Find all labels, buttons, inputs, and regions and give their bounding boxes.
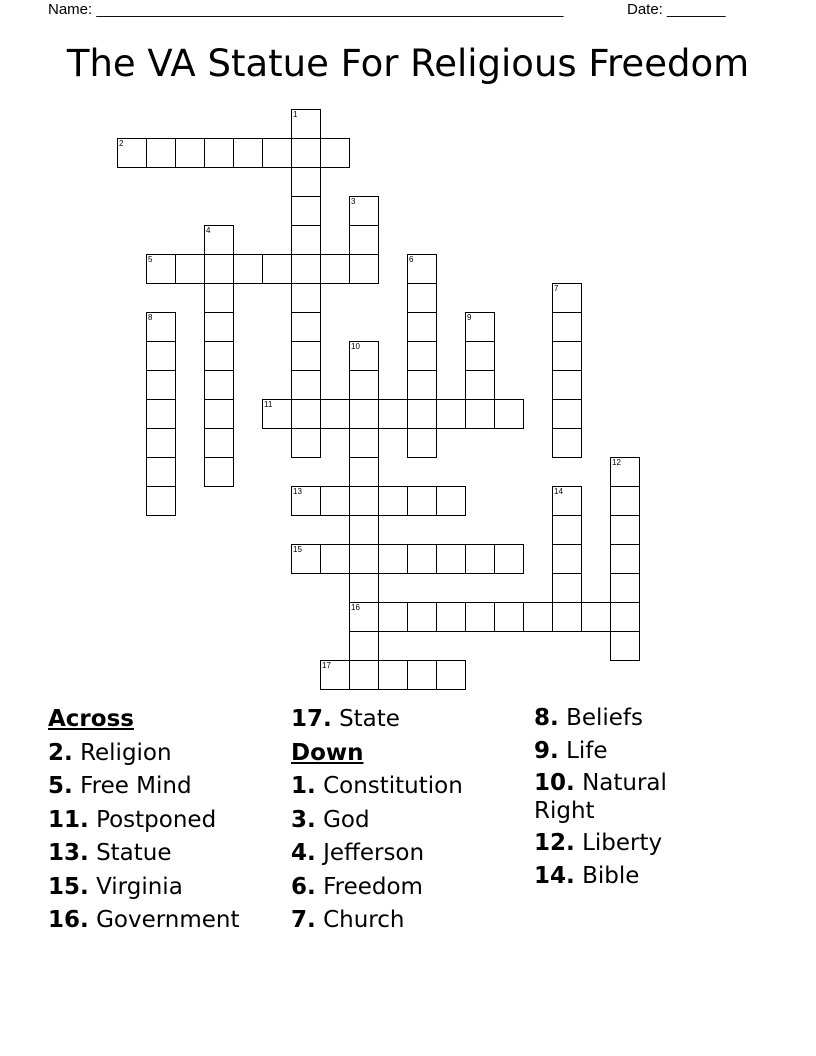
date-field[interactable]: Date: _______ xyxy=(627,1,726,18)
grid-cell[interactable] xyxy=(291,486,321,516)
grid-cell[interactable] xyxy=(291,283,321,313)
clue-number: 17 xyxy=(322,661,331,670)
down-heading: Down xyxy=(291,739,364,766)
grid-cell[interactable] xyxy=(465,399,495,429)
grid-cell[interactable] xyxy=(436,660,466,690)
grid-cell[interactable] xyxy=(610,631,640,661)
grid-cell[interactable] xyxy=(291,428,321,458)
clue-down-10: 10. Natural Right xyxy=(534,770,667,824)
grid-cell[interactable] xyxy=(320,138,350,168)
grid-cell[interactable] xyxy=(552,283,582,313)
grid-cell[interactable] xyxy=(407,341,437,371)
grid-cell[interactable] xyxy=(291,167,321,197)
grid-cell[interactable] xyxy=(349,631,379,661)
across-heading: Across xyxy=(48,706,134,732)
clue-number: 1 xyxy=(293,110,298,119)
grid-cell[interactable] xyxy=(349,196,379,226)
clue-down-7: 7. Church xyxy=(291,907,405,933)
name-field[interactable]: Name: ________________________________________________________ xyxy=(48,1,564,18)
clue-column-3 xyxy=(534,703,704,891)
grid-cell[interactable] xyxy=(291,196,321,226)
grid-cell[interactable] xyxy=(465,544,495,574)
grid-cell[interactable] xyxy=(204,312,234,342)
grid-cell[interactable] xyxy=(610,544,640,574)
clue-number: 15 xyxy=(293,545,302,554)
clue-number: 10 xyxy=(351,342,360,351)
clue-number: 6 xyxy=(409,255,414,264)
clue-down-4: 4. Jefferson xyxy=(291,840,425,866)
grid-cell[interactable] xyxy=(378,486,408,516)
grid-cell[interactable] xyxy=(204,138,234,168)
clue-across-11: 11. Postponed xyxy=(48,806,217,833)
grid-cell[interactable] xyxy=(204,428,234,458)
clue-column-2 xyxy=(291,703,531,938)
clue-down-3: 3. God xyxy=(291,806,370,833)
clue-across-13: 13. Statue xyxy=(48,840,172,866)
grid-cell[interactable] xyxy=(262,399,292,429)
grid-cell[interactable] xyxy=(494,399,524,429)
grid-cell[interactable] xyxy=(610,602,640,632)
grid-cell[interactable] xyxy=(610,486,640,516)
grid-cell[interactable] xyxy=(262,138,292,168)
grid-cell[interactable] xyxy=(291,399,321,429)
grid-cell[interactable] xyxy=(378,544,408,574)
grid-cell[interactable] xyxy=(610,457,640,487)
grid-cell[interactable] xyxy=(146,457,176,487)
grid-cell[interactable] xyxy=(349,660,379,690)
grid-cell[interactable] xyxy=(581,602,611,632)
grid-cell[interactable] xyxy=(233,138,263,168)
grid-cell[interactable] xyxy=(552,602,582,632)
grid-cell[interactable] xyxy=(407,428,437,458)
clue-number: 11 xyxy=(264,400,273,409)
grid-cell[interactable] xyxy=(146,428,176,458)
grid-cell[interactable] xyxy=(407,544,437,574)
grid-cell[interactable] xyxy=(204,341,234,371)
grid-cell[interactable] xyxy=(552,573,582,603)
clue-number: 9 xyxy=(467,313,472,322)
grid-cell[interactable] xyxy=(465,312,495,342)
grid-cell[interactable] xyxy=(291,138,321,168)
clue-down-1: 1. Constitution xyxy=(291,773,463,799)
grid-cell[interactable] xyxy=(349,225,379,255)
grid-cell[interactable] xyxy=(204,283,234,313)
grid-cell[interactable] xyxy=(378,660,408,690)
clue-number: 13 xyxy=(293,487,302,496)
grid-cell[interactable] xyxy=(610,515,640,545)
clue-across-17: 17. State xyxy=(291,706,400,732)
grid-cell[interactable] xyxy=(349,428,379,458)
clue-down-14: 14. Bible xyxy=(534,863,640,889)
clue-number: 16 xyxy=(351,603,360,612)
grid-cell[interactable] xyxy=(146,341,176,371)
grid-cell[interactable] xyxy=(552,399,582,429)
grid-cell[interactable] xyxy=(407,486,437,516)
grid-cell[interactable] xyxy=(465,341,495,371)
grid-cell[interactable] xyxy=(494,544,524,574)
grid-cell[interactable] xyxy=(465,370,495,400)
grid-cell[interactable] xyxy=(552,370,582,400)
grid-cell[interactable] xyxy=(320,660,350,690)
grid-cell[interactable] xyxy=(436,544,466,574)
grid-cell[interactable] xyxy=(407,399,437,429)
grid-cell[interactable] xyxy=(523,602,553,632)
clue-column-1 xyxy=(48,703,288,938)
clue-down-9: 9. Life xyxy=(534,738,608,764)
grid-cell[interactable] xyxy=(407,660,437,690)
grid-cell[interactable] xyxy=(349,515,379,545)
grid-cell[interactable] xyxy=(117,138,147,168)
grid-cell[interactable] xyxy=(436,602,466,632)
grid-cell[interactable] xyxy=(320,254,350,284)
grid-cell[interactable] xyxy=(291,341,321,371)
clue-number: 14 xyxy=(554,487,563,496)
grid-cell[interactable] xyxy=(407,254,437,284)
clue-number: 12 xyxy=(612,458,621,467)
grid-cell[interactable] xyxy=(552,312,582,342)
grid-cell[interactable] xyxy=(320,486,350,516)
grid-cell[interactable] xyxy=(407,602,437,632)
grid-cell[interactable] xyxy=(175,254,205,284)
clue-down-12: 12. Liberty xyxy=(534,830,663,856)
grid-cell[interactable] xyxy=(349,457,379,487)
grid-cell[interactable] xyxy=(552,428,582,458)
clue-number: 2 xyxy=(119,139,124,148)
grid-cell[interactable] xyxy=(175,138,205,168)
grid-cell[interactable] xyxy=(436,399,466,429)
grid-cell[interactable] xyxy=(233,254,263,284)
grid-cell[interactable] xyxy=(291,370,321,400)
clue-number: 5 xyxy=(148,255,153,264)
grid-cell[interactable] xyxy=(204,370,234,400)
clue-across-16: 16. Government xyxy=(48,907,240,933)
grid-cell[interactable] xyxy=(407,283,437,313)
clue-down-8: 8. Beliefs xyxy=(534,705,644,731)
grid-cell[interactable] xyxy=(407,312,437,342)
grid-cell[interactable] xyxy=(291,544,321,574)
grid-cell[interactable] xyxy=(146,312,176,342)
grid-cell[interactable] xyxy=(146,254,176,284)
grid-cell[interactable] xyxy=(291,312,321,342)
grid-cell[interactable] xyxy=(436,486,466,516)
grid-cell[interactable] xyxy=(291,254,321,284)
grid-cell[interactable] xyxy=(378,399,408,429)
grid-cell[interactable] xyxy=(146,138,176,168)
grid-cell[interactable] xyxy=(494,602,524,632)
clue-across-15: 15. Virginia xyxy=(48,873,183,900)
grid-cell[interactable] xyxy=(552,486,582,516)
grid-cell[interactable] xyxy=(204,254,234,284)
grid-cell[interactable] xyxy=(320,399,350,429)
grid-cell[interactable] xyxy=(407,370,437,400)
grid-cell[interactable] xyxy=(204,457,234,487)
grid-cell[interactable] xyxy=(146,370,176,400)
grid-cell[interactable] xyxy=(204,225,234,255)
grid-cell[interactable] xyxy=(349,341,379,371)
grid-cell[interactable] xyxy=(552,515,582,545)
grid-cell[interactable] xyxy=(552,341,582,371)
grid-cell[interactable] xyxy=(349,573,379,603)
page-title: The VA Statue For Religious Freedom xyxy=(66,42,750,85)
clue-number: 8 xyxy=(148,313,153,322)
clue-number: 7 xyxy=(554,284,559,293)
grid-cell[interactable] xyxy=(146,486,176,516)
grid-cell[interactable] xyxy=(349,544,379,574)
grid-cell[interactable] xyxy=(349,486,379,516)
grid-cell[interactable] xyxy=(262,254,292,284)
grid-cell[interactable] xyxy=(146,399,176,429)
grid-cell[interactable] xyxy=(465,602,495,632)
grid-cell[interactable] xyxy=(349,254,379,284)
clue-number: 3 xyxy=(351,197,356,206)
clue-number: 4 xyxy=(206,226,211,235)
grid-cell[interactable] xyxy=(291,109,321,139)
clue-down-6: 6. Freedom xyxy=(291,873,423,900)
grid-cell[interactable] xyxy=(291,225,321,255)
grid-cell[interactable] xyxy=(552,544,582,574)
grid-cell[interactable] xyxy=(349,370,379,400)
grid-cell[interactable] xyxy=(378,602,408,632)
grid-cell[interactable] xyxy=(204,399,234,429)
clue-across-2: 2. Religion xyxy=(48,739,172,766)
grid-cell[interactable] xyxy=(349,399,379,429)
grid-cell[interactable] xyxy=(320,544,350,574)
grid-cell[interactable] xyxy=(610,573,640,603)
clue-across-5: 5. Free Mind xyxy=(48,773,192,799)
grid-cell[interactable] xyxy=(349,602,379,632)
